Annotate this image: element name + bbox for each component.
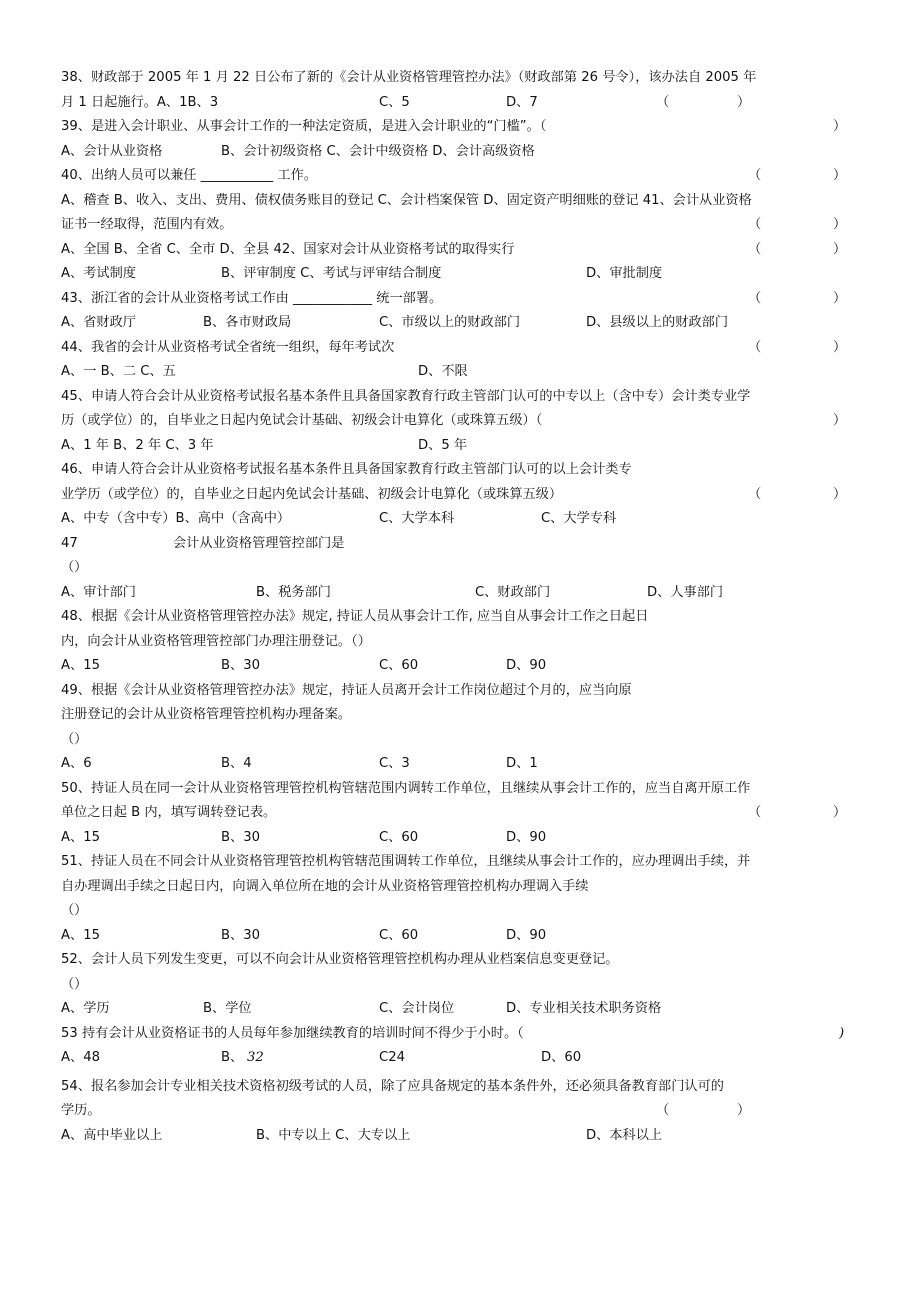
text-segment: D、60	[541, 1050, 582, 1065]
text-segment: D、不限	[418, 364, 468, 379]
text-segment: A、15	[61, 658, 100, 673]
text-segment: A、全国 B、全省 C、全市 D、全县 42、国家对会计从业资格考试的取得实行	[61, 242, 515, 257]
text-segment: 月 1 日起施行。A、1B、3	[61, 95, 219, 110]
text-segment: D、1	[506, 756, 538, 771]
text-segment: D、本科以上	[586, 1128, 663, 1143]
text-segment: ）	[833, 487, 847, 502]
text-segment: （	[748, 242, 762, 257]
text-line	[61, 288, 880, 310]
text-segment: C、大学本科	[379, 511, 455, 526]
text-segment: ）	[833, 242, 847, 257]
text-line	[61, 312, 880, 334]
text-line	[61, 998, 880, 1020]
text-segment: A、一 B、二 C、五	[61, 364, 176, 379]
text-line	[61, 337, 880, 359]
text-line	[61, 851, 880, 873]
text-line	[61, 239, 880, 261]
text-segment: C、会计岗位	[379, 1001, 455, 1016]
text-segment: A、1 年 B、2 年 C、3 年	[61, 438, 214, 453]
text-segment: （	[748, 340, 762, 355]
text-segment: A、稽查 B、收入、支出、费用、债权债务账目的登记 C、会计档案保管 D、固定资产明细账的登记 41、会计从业资格	[61, 193, 752, 208]
text-segment: 40、出纳人员可以兼任 ___________ 工作。	[61, 168, 317, 183]
text-segment: ）	[833, 413, 847, 428]
text-segment: （	[656, 1103, 670, 1118]
text-segment: 53 持有会计从业资格证书的人员每年参加继续教育的培训时间不得少于小时。（	[61, 1026, 524, 1041]
text-segment: B、30	[221, 830, 261, 845]
text-line	[61, 704, 880, 726]
text-segment: 50、持证人员在同一会计从业资格管理管控机构管辖范围内调转工作单位，且继续从事会计工作的，应当自离开原工作	[61, 781, 751, 796]
text-line	[61, 631, 880, 653]
text-segment: 32	[247, 1050, 264, 1065]
text-segment: C、3	[379, 756, 410, 771]
text-segment: B、各市财政局	[203, 315, 292, 330]
text-segment: D、审批制度	[586, 266, 663, 281]
text-segment: ）	[833, 168, 847, 183]
text-segment: 47	[61, 536, 78, 551]
text-segment: )	[839, 1026, 845, 1041]
text-segment: 49、根据《会计从业资格管理管控办法》规定，持证人员离开会计工作岗位超过个月的，应当向原	[61, 683, 632, 698]
text-segment: 45、申请人符合会计从业资格考试报名基本条件且具备国家教育行政主管部门认可的中专以上（含中专）会计类专业学	[61, 389, 751, 404]
text-segment: ）	[737, 95, 751, 110]
text-segment: B、30	[221, 658, 261, 673]
text-line	[61, 435, 880, 457]
text-segment: 内，向会计从业资格管理管控部门办理注册登记。（）	[61, 634, 371, 649]
text-segment: A、6	[61, 756, 92, 771]
text-line	[61, 557, 880, 579]
text-segment: A、考试制度	[61, 266, 136, 281]
text-line	[61, 900, 880, 922]
text-segment: 52、会计人员下列发生变更，可以不向会计从业资格管理管控机构办理从业档案信息变更登记。	[61, 952, 619, 967]
text-segment: 业学历（或学位）的，自毕业之日起内免试会计基础、初级会计电算化（或珠算五级）	[61, 487, 563, 502]
text-segment: 学历。	[61, 1103, 101, 1118]
text-line	[61, 1125, 880, 1147]
text-line	[61, 214, 880, 236]
text-segment: D、专业相关技术职务资格	[506, 1001, 662, 1016]
text-line	[61, 263, 880, 285]
text-segment: A、省财政厅	[61, 315, 136, 330]
text-segment: B、会计初级资格 C、会计中级资格 D、会计高级资格	[221, 144, 535, 159]
text-segment: C24	[379, 1050, 405, 1065]
text-segment: D、人事部门	[647, 585, 724, 600]
text-segment: （	[748, 487, 762, 502]
text-segment: B、评审制度 C、考试与评审结合制度	[221, 266, 442, 281]
text-segment: 会计从业资格管理管控部门是	[173, 536, 345, 551]
text-segment: D、90	[506, 658, 547, 673]
text-segment: 46、申请人符合会计从业资格考试报名基本条件且具备国家教育行政主管部门认可的以上会计类专	[61, 462, 632, 477]
text-segment: C、大学专科	[541, 511, 617, 526]
text-segment: 38、财政部于 2005 年 1 月 22 日公布了新的《会计从业资格管理管控办法》（财政部第 26 号令），该办法自 2005 年	[61, 70, 757, 85]
text-segment: C、60	[379, 658, 419, 673]
text-line	[61, 1100, 880, 1122]
text-segment: （）	[61, 560, 88, 575]
text-segment: 39、是进入会计职业、从事会计工作的一种法定资质，是进入会计职业的“门槛”。（	[61, 119, 547, 134]
text-segment: C、5	[379, 95, 410, 110]
text-segment: （）	[61, 977, 88, 992]
text-segment: A、15	[61, 928, 100, 943]
text-segment: C、60	[379, 928, 419, 943]
text-segment: 44、我省的会计从业资格考试全省统一组织，每年考试次	[61, 340, 395, 355]
text-segment: 自办理调出手续之日起日内，向调入单位所在地的会计从业资格管理管控机构办理调入手续	[61, 879, 589, 894]
text-segment: 证书一经取得，范围内有效。	[61, 217, 233, 232]
text-segment: B、税务部门	[256, 585, 331, 600]
text-line	[61, 533, 880, 555]
text-segment: ）	[833, 340, 847, 355]
text-segment: （）	[61, 732, 88, 747]
text-line	[61, 1047, 880, 1069]
text-segment: （	[748, 168, 762, 183]
text-segment: 注册登记的会计从业资格管理管控机构办理备案。	[61, 707, 352, 722]
text-line	[61, 949, 880, 971]
text-segment: ）	[833, 291, 847, 306]
text-segment: ）	[737, 1103, 751, 1118]
text-line	[61, 67, 880, 89]
text-segment: B、学位	[203, 1001, 252, 1016]
text-segment: B、	[221, 1050, 244, 1065]
text-line	[61, 925, 880, 947]
text-segment: B、30	[221, 928, 261, 943]
text-line	[61, 802, 880, 824]
text-segment: D、90	[506, 928, 547, 943]
text-line	[61, 778, 880, 800]
text-segment: （）	[61, 903, 88, 918]
text-line	[61, 974, 880, 996]
text-segment: A、15	[61, 830, 100, 845]
text-line	[61, 606, 880, 628]
text-segment: D、县级以上的财政部门	[586, 315, 729, 330]
text-segment: 历（或学位）的，自毕业之日起内免试会计基础、初级会计电算化（或珠算五级）（	[61, 413, 543, 428]
text-line	[61, 876, 880, 898]
text-segment: C、市级以上的财政部门	[379, 315, 521, 330]
text-segment: A、学历	[61, 1001, 110, 1016]
text-line	[61, 582, 880, 604]
text-line	[61, 655, 880, 677]
text-segment: ）	[833, 119, 847, 134]
text-segment: 54、报名参加会计专业相关技术资格初级考试的人员，除了应具备规定的基本条件外，还必须具备教育部门认可的	[61, 1079, 724, 1094]
text-line	[61, 1023, 880, 1045]
text-line	[61, 753, 880, 775]
text-line	[61, 410, 880, 432]
text-line	[61, 1076, 880, 1098]
text-line	[61, 459, 880, 481]
text-segment: A、审计部门	[61, 585, 136, 600]
text-segment: ）	[833, 217, 847, 232]
text-segment: A、会计从业资格	[61, 144, 163, 159]
text-segment: B、中专以上 C、大专以上	[256, 1128, 411, 1143]
text-segment: （	[748, 291, 762, 306]
text-segment: ）	[833, 805, 847, 820]
text-line	[61, 190, 880, 212]
text-segment: （	[656, 95, 670, 110]
text-line	[61, 361, 880, 383]
text-line	[61, 165, 880, 187]
text-segment: （	[748, 805, 762, 820]
text-segment: A、48	[61, 1050, 100, 1065]
text-segment: 51、持证人员在不同会计从业资格管理管控机构管辖范围调转工作单位，且继续从事会计工作的，应办理调出手续，并	[61, 854, 751, 869]
text-segment: 48、根据《会计从业资格管理管控办法》规定, 持证人员从事会计工作, 应当自从事会计工作之日起日	[61, 609, 649, 624]
text-segment: 单位之日起 B 内，填写调转登记表。	[61, 805, 277, 820]
text-segment: C、财政部门	[475, 585, 551, 600]
text-segment: （	[748, 217, 762, 232]
text-line	[61, 729, 880, 751]
text-line	[61, 116, 880, 138]
text-segment: A、中专（含中专）B、高中（含高中）	[61, 511, 291, 526]
text-line	[61, 827, 880, 849]
text-segment: C、60	[379, 830, 419, 845]
text-line	[61, 92, 880, 114]
text-line	[61, 141, 880, 163]
text-segment: D、90	[506, 830, 547, 845]
text-line	[61, 680, 880, 702]
text-segment: 43、浙江省的会计从业资格考试工作由 ____________ 统一部署。	[61, 291, 443, 306]
text-segment: D、5 年	[418, 438, 468, 453]
text-line	[61, 508, 880, 530]
text-segment: B、4	[221, 756, 252, 771]
text-segment: D、7	[506, 95, 538, 110]
text-line	[61, 386, 880, 408]
text-segment: A、高中毕业以上	[61, 1128, 163, 1143]
text-line	[61, 484, 880, 506]
